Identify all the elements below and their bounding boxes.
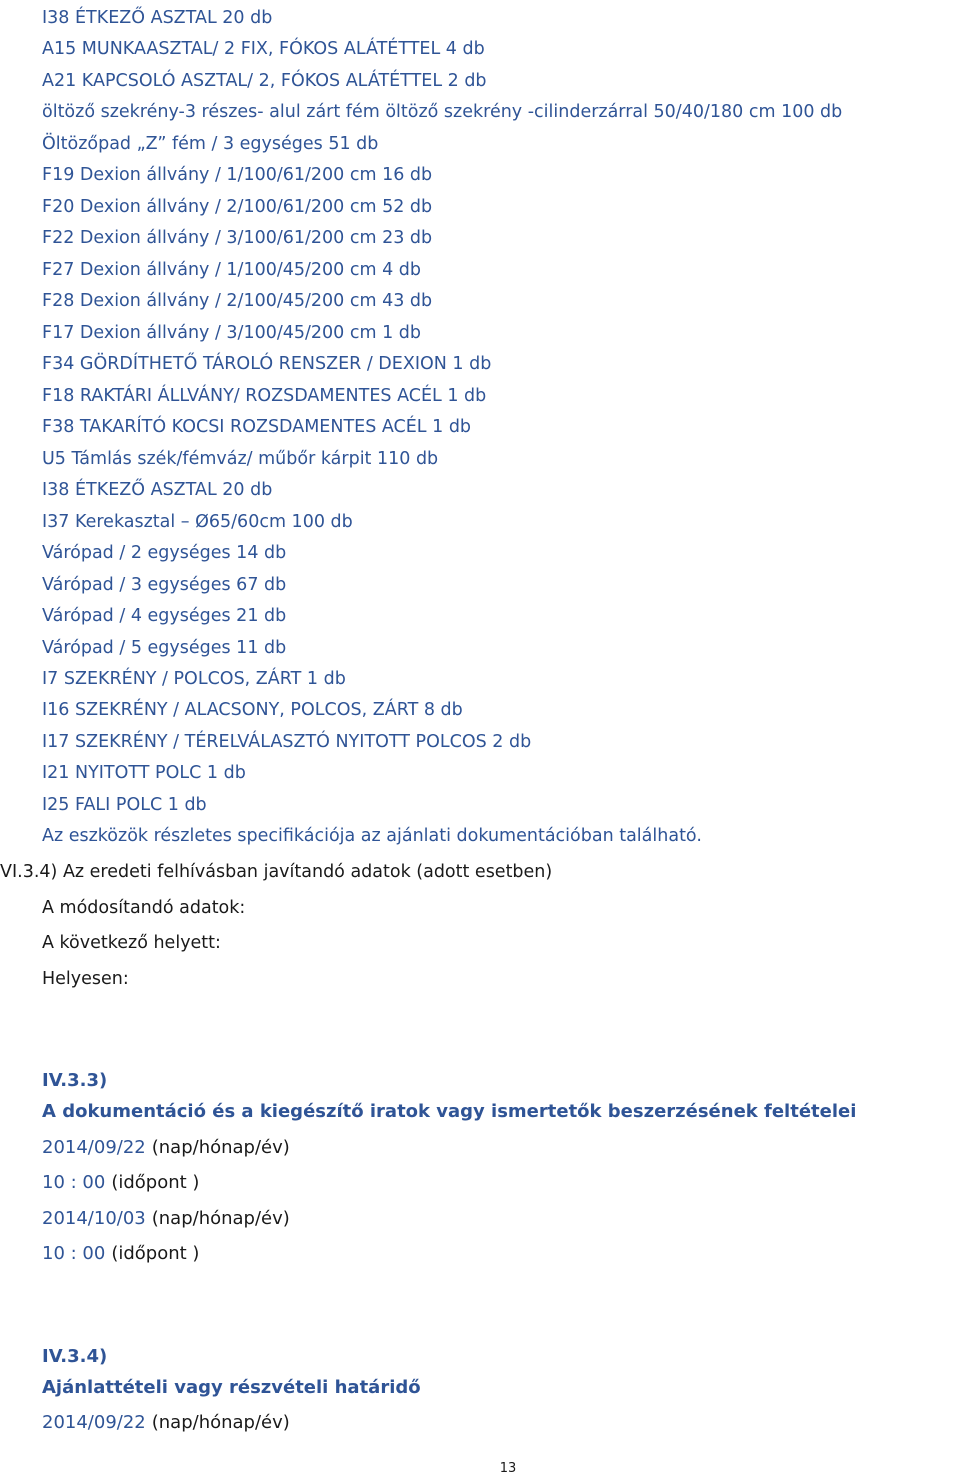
list-item: Váróрad / 2 egységes 14 db [42, 543, 287, 563]
list-item: F20 Dexion állvány / 2/100/61/200 cm 52 db [42, 197, 433, 217]
date-unit: (nap/hónap/év) [151, 1137, 290, 1158]
list-item: F17 Dexion állvány / 3/100/45/200 cm 1 db [42, 323, 422, 343]
section-title: A dokumentáció és a kiegészítő iratok vagy ismertetők beszerzésének feltételei [42, 1101, 857, 1122]
date-value: 2014/09/22 [42, 1412, 146, 1433]
list-item: F18 RAKTÁRI ÁLLVÁNY/ ROZSDAMENTES ACÉL 1 db [42, 386, 487, 406]
time-unit: (időpont ) [111, 1243, 200, 1264]
time-value: 10 : 00 [42, 1243, 106, 1264]
correct-label: Helyesen: [42, 969, 129, 989]
instead-label: A következő helyett: [42, 933, 221, 953]
list-item: U5 Támlás szék/fémváz/ műbőr kárpit 110 db [42, 449, 439, 469]
date-unit: (nap/hónap/év) [151, 1412, 290, 1433]
list-item: I38 ÉTKEZŐ ASZTAL 20 db [42, 480, 273, 500]
list-item: I17 SZEKRÉNY / TÉRELVÁLASZTÓ NYITOTT POLCOS 2 db [42, 732, 532, 752]
time-row [42, 1242, 199, 1266]
time-row [42, 1171, 199, 1195]
date-row [42, 1207, 290, 1231]
list-item: Várópad / 4 egységes 21 db [42, 606, 287, 626]
list-item: F27 Dexion állvány / 1/100/45/200 cm 4 db [42, 260, 422, 280]
list-item: F22 Dexion állvány / 3/100/61/200 cm 23 db [42, 228, 433, 248]
section-title: Ajánlattételi vagy részvételi határidő [42, 1377, 421, 1398]
section-number: IV.3.3) [42, 1070, 108, 1091]
list-item: F28 Dexion állvány / 2/100/45/200 cm 43 db [42, 291, 433, 311]
section-number: VI.3.4) [0, 862, 58, 882]
list-item: I37 Kerekasztal – Ø65/60cm 100 db [42, 512, 353, 532]
date-unit: (nap/hónap/év) [151, 1208, 290, 1229]
modify-label: A módosítandó adatok: [42, 898, 246, 918]
date-row [42, 1136, 290, 1160]
list-item: A21 KAPCSOLÓ ASZTAL/ 2, FÓKOS ALÁTÉTTEL 2 db [42, 71, 487, 91]
list-item: Várópad / 3 egységes 67 db [42, 575, 287, 595]
page-number: 13 [499, 1461, 517, 1476]
list-item: öltöző szekrény-3 részes- alul zárt fém öltöző szekrény -cilinderzárral 50/40/180 cm 100 db [42, 102, 843, 122]
list-item: I7 SZEKRÉNY / POLCOS, ZÁRT 1 db [42, 669, 346, 689]
list-item: I16 SZEKRÉNY / ALACSONY, POLCOS, ZÁRT 8 db [42, 700, 463, 720]
date-value: 2014/10/03 [42, 1208, 146, 1229]
list-item: I21 NYITOTT POLC 1 db [42, 763, 246, 783]
section-vi-heading [0, 860, 552, 884]
list-item: Öltözőpad „Z” fém / 3 egységes 51 db [42, 134, 379, 154]
section-number: IV.3.4) [42, 1346, 108, 1367]
date-value: 2014/09/22 [42, 1137, 146, 1158]
time-unit: (időpont ) [111, 1172, 200, 1193]
list-item: F19 Dexion állvány / 1/100/61/200 cm 16 db [42, 165, 433, 185]
specification-note: Az eszközök részletes specifikációja az ajánlati dokumentációban található. [42, 826, 702, 846]
list-item: I25 FALI POLC 1 db [42, 795, 207, 815]
date-row [42, 1411, 290, 1435]
list-item: A15 MUNKAASZTAL/ 2 FIX, FÓKOS ALÁTÉTTEL 4 db [42, 39, 485, 59]
time-value: 10 : 00 [42, 1172, 106, 1193]
section-title: Az eredeti felhívásban javítandó adatok (adott esetben) [62, 862, 553, 882]
list-item: Várópad / 5 egységes 11 db [42, 638, 287, 658]
list-item: F38 TAKARÍTÓ KOCSI ROZSDAMENTES ACÉL 1 db [42, 417, 472, 437]
list-item: I38 ÉTKEZŐ ASZTAL 20 db [42, 8, 273, 28]
list-item: F34 GÖRDÍTHETŐ TÁROLÓ RENSZER / DEXION 1 db [42, 354, 492, 374]
